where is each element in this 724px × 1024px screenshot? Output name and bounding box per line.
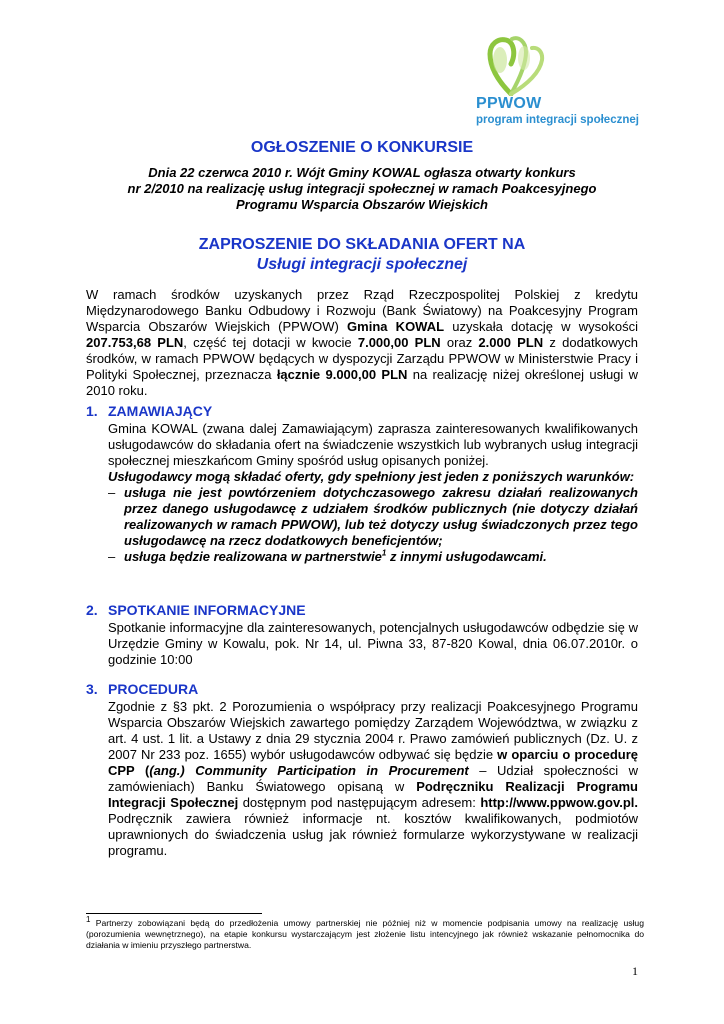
para-bold-italic: (ang.) Community Participation in Procurement: [149, 763, 469, 778]
para-text: , część tej dotacji w kwocie: [183, 335, 358, 350]
para-text: Podręcznik zawiera również informacje nt. kosztów kwalifikowanych, podmiotów uprawnionych do świadczenia usług jak również formularze wykorzystywane w realizacji programu.: [108, 811, 638, 858]
footnote-divider: [86, 913, 262, 914]
intro-line-3: Programu Wsparcia Obszarów Wiejskich: [235, 197, 488, 212]
section-3-heading: [86, 681, 198, 698]
section-3-text: [108, 699, 638, 859]
section-1-heading: [86, 403, 212, 420]
para-text: W ramach środków uzyskanych przez Rząd Rzeczpospolitej Polskiej z kredytu Międzynarodowego Banku Odbudowy i Rozwoju (Bank Światowy) na Poakcesyjny Program Wsparcia Obszarów Wiejskich (PPWOW): [86, 287, 638, 334]
section-title: PROCEDURA: [108, 681, 199, 697]
intro-paragraph: [86, 287, 638, 399]
section-title: ZAMAWIAJĄCY: [108, 403, 213, 419]
footnote-text: Partnerzy zobowiązani będą do przedłożenia umowy partnerskiej nie później niż w momencie podpisania umowy na realizację usług (porozumienia wewnętrznego), na etapie konkursu wystarczającym jest złożenie listu intencyjnego jak również wskazanie pełnomocnika do działania w imieniu przyszłego partnerstwa.: [86, 918, 644, 950]
section-2-text: Spotkanie informacyjne dla zainteresowanych, potencjalnych usługodawców odbędzie się w Urzędzie Gminy w Kowalu, pok. Nr 14, ul. Piwna 33, 87-820 Kowal, dnia 06.07.2010r. o godzinie 10:00: [108, 620, 638, 667]
section-1-conditions: Usługodawcy mogą składać oferty, gdy spełniony jest jeden z poniższych warunków:: [108, 469, 635, 484]
para-bold: Podręczniku Realizacji Programu Integracji Społecznej: [108, 779, 638, 810]
condition-text: z innymi usługodawcami.: [386, 549, 547, 564]
para-text: z dodatkowych środków, w ramach PPWOW będących w dyspozycji Zarządu PPWOW w Ministerstwie Pracy i Polityki Społecznej, przeznacza: [86, 335, 638, 382]
condition-item: [108, 485, 638, 549]
condition-item: [108, 549, 638, 565]
para-bold: Gmina KOWAL: [347, 319, 445, 334]
para-bold: w oparciu o procedurę CPP (: [108, 747, 638, 778]
para-text: uzyskała dotację w wysokości: [444, 319, 638, 334]
invitation-subtitle: Usługi integracji społecznej: [256, 256, 468, 273]
ppwow-logo: [468, 34, 638, 134]
section-title: SPOTKANIE INFORMACYJNE: [108, 602, 306, 618]
invitation-title: ZAPROSZENIE DO SKŁADANIA OFERT NA: [198, 236, 526, 253]
condition-text: usługa będzie realizowana w partnerstwie: [124, 549, 382, 564]
footnote: [86, 915, 644, 951]
para-text: Zgodnie z §3 pkt. 2 Porozumienia o współpracy przy realizacji Poakcesyjnego Programu Wsparcia Obszarów Wiejskich zawartego pomiędzy Zarządem Województwa, w związku z art. 4 ust. 1 lit. a Ustawy z dnia 29 stycznia 2004 r. Prawo zamówień publicznych (Dz. U. z 2007 Nr 233 poz. 1655) wybór usługodawców odbywać się będzie: [108, 699, 638, 762]
intro-text: [70, 165, 654, 213]
section-2-heading: [86, 602, 306, 619]
para-bold: 7.000,00 PLN: [357, 335, 441, 350]
condition-text: usługa nie jest powtórzeniem dotychczasowego zakresu działań realizowanych przez danego usługodawcę z udziałem środków publicznych (nie dotyczy działań realizowanych w ramach PPWOW), lub też dotyczy usług świadczonych przez tego usługodawcę na rzecz dodatkowych beneficjentów;: [124, 485, 638, 548]
page-title: OGŁOSZENIE O KONKURSIE: [250, 139, 474, 156]
footnote-number: 1: [86, 915, 91, 925]
intro-line-2: nr 2/2010 na realizację usług integracji społecznej w ramach Poakcesyjnego: [127, 181, 597, 196]
page-number: 1: [632, 964, 638, 978]
section-number: 2.: [86, 602, 98, 618]
para-bold: 2.000 PLN: [478, 335, 544, 350]
para-bold: łącznie 9.000,00 PLN: [276, 367, 408, 382]
section-number: 3.: [86, 681, 98, 697]
website-link[interactable]: http://www.ppwow.gov.pl.: [480, 795, 638, 810]
leaf-icon: [476, 34, 546, 96]
section-1-body: [108, 421, 638, 565]
para-text: na realizację niżej określonej usługi w 2010 roku.: [86, 367, 639, 398]
intro-line-1: Dnia 22 czerwca 2010 r. Wójt Gminy KOWAL ogłasza otwarty konkurs: [148, 165, 576, 180]
invitation-heading: [0, 235, 724, 275]
section-1-text: Gmina KOWAL (zwana dalej Zamawiającym) zaprasza zainteresowanych kwalifikowanych usługodawców do składania ofert na świadczenie wszystkich lub wybranych usług integracji społecznej mieszkańcom Gminy spośród usług opisanych poniżej.: [108, 421, 638, 468]
bullet-dash: –: [108, 485, 116, 500]
para-text: dostępnym pod następującym adresem:: [238, 795, 481, 810]
para-text: oraz: [440, 335, 479, 350]
bullet-dash: –: [108, 549, 116, 564]
logo-subtitle: program integracji społecznej: [476, 114, 639, 126]
section-number: 1.: [86, 403, 98, 419]
logo-name: PPWOW: [476, 95, 542, 112]
para-text: – Udział społeczności w zamówieniach) Banku Światowego opisaną w: [108, 763, 638, 794]
footnote-ref: 1: [381, 548, 387, 558]
para-bold: 207.753,68 PLN: [86, 335, 184, 350]
